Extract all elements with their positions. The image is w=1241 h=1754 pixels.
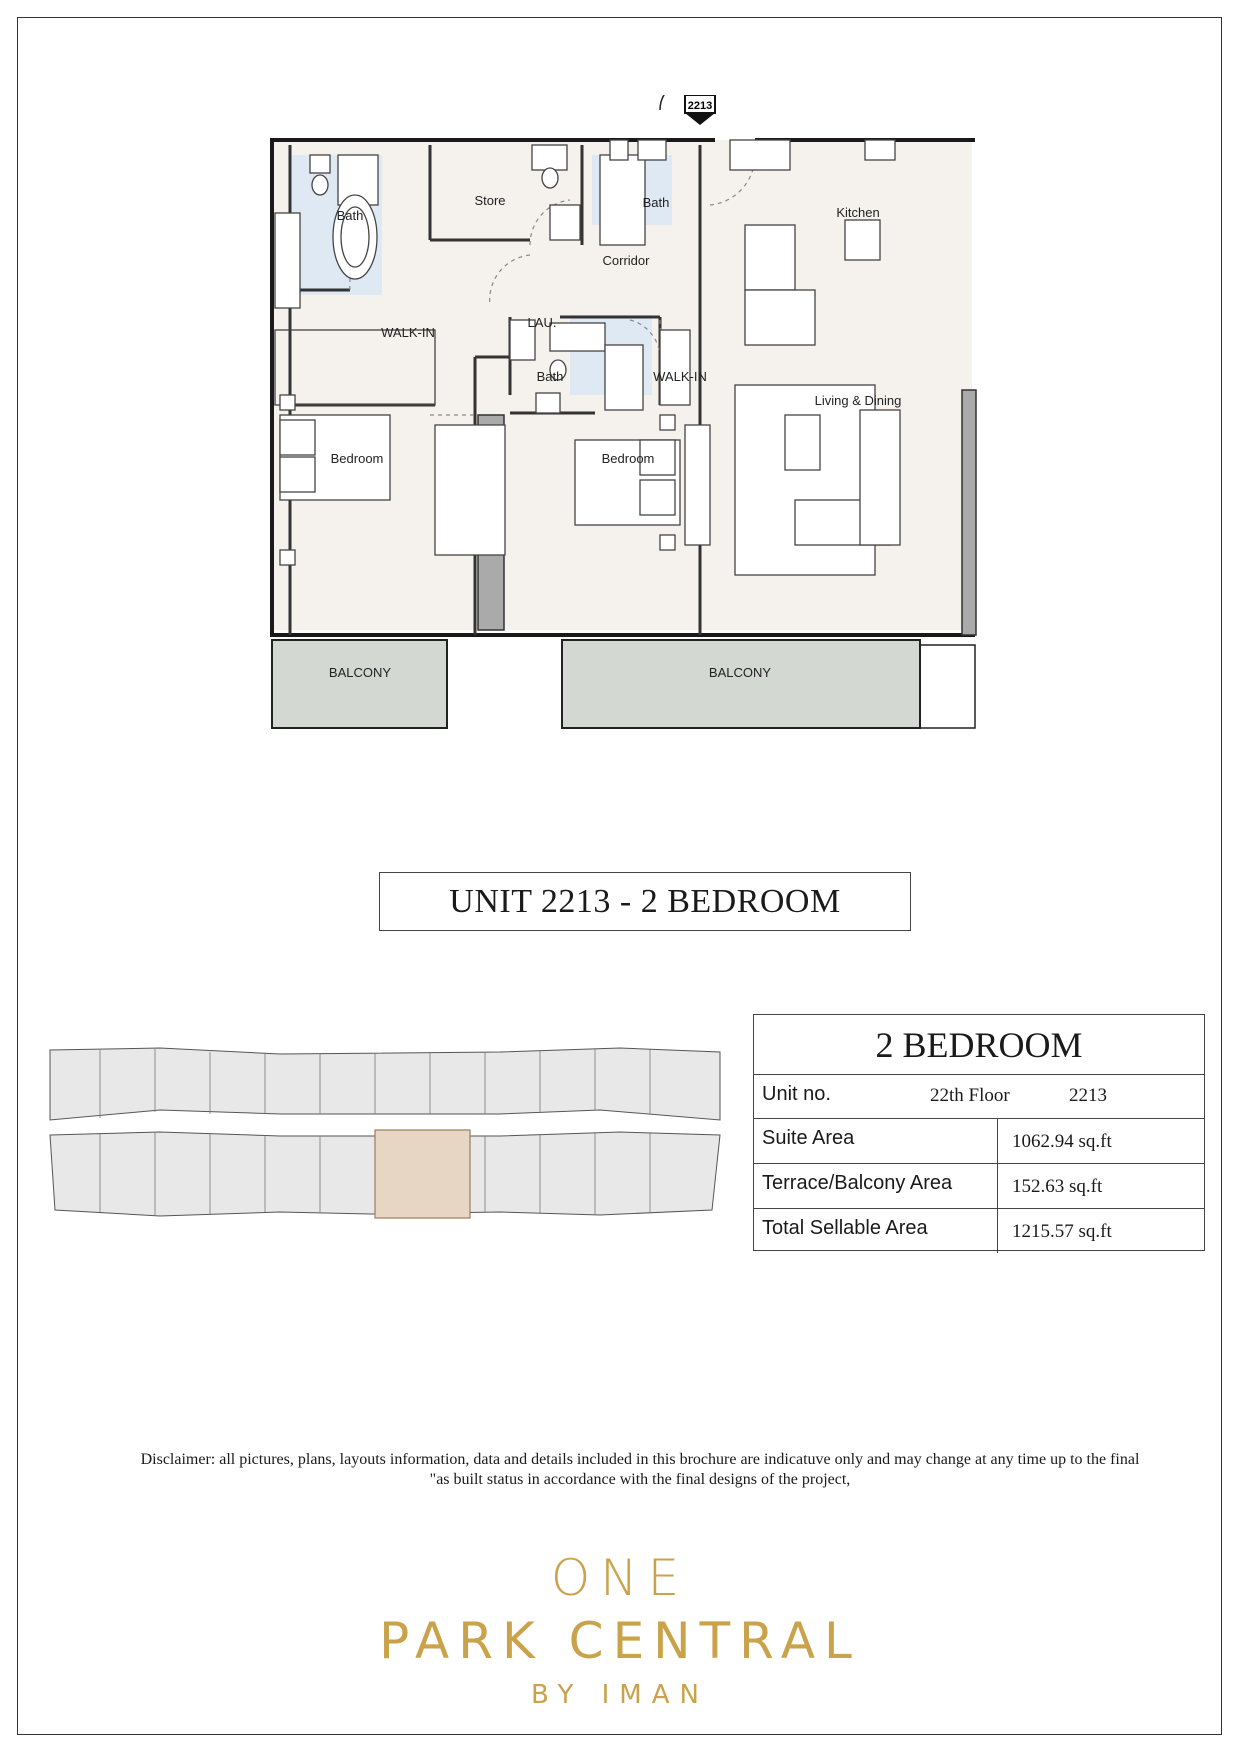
- row-label: Suite Area: [754, 1119, 998, 1163]
- room-label-corridor: Corridor: [602, 253, 650, 268]
- room-label-bath-1: Bath: [336, 208, 364, 223]
- room-label-balcony-2: BALCONY: [708, 665, 772, 680]
- room-label-bedroom-1: Bedroom: [330, 451, 384, 466]
- floor-plan: [260, 95, 990, 735]
- unit-tag: 2213: [687, 100, 713, 112]
- row-label: Terrace/Balcony Area: [754, 1164, 998, 1208]
- disclaimer-line-1: Disclaimer: all pictures, plans, layouts information, data and details included in this brochure are indicatuve only and may change at any time up to the final: [140, 1451, 1140, 1468]
- row-value: 1215.57 sq.ft: [1012, 1221, 1112, 1242]
- disclaimer: [60, 1450, 1220, 1490]
- unit-title-box: [379, 872, 911, 931]
- room-label-bath-2: Bath: [642, 195, 670, 210]
- logo-line-2: PARK CENTRAL: [379, 1612, 861, 1670]
- room-label-bedroom-2: Bedroom: [601, 451, 655, 466]
- floor-value: 22th Floor: [930, 1085, 1010, 1106]
- room-label-living-dining: Living & Dining: [814, 393, 902, 408]
- row-value: 1062.94 sq.ft: [1012, 1131, 1112, 1152]
- logo-line-1: ONE: [550, 1549, 690, 1607]
- unit-title: UNIT 2213 - 2 BEDROOM: [449, 882, 841, 920]
- room-label-lau: LAU.: [527, 315, 557, 330]
- unit-no-value: 2213: [1069, 1085, 1107, 1106]
- unit-no-label: Unit no.: [762, 1083, 831, 1105]
- brand-logo: [360, 1535, 880, 1715]
- room-label-bath-3: Bath: [536, 369, 564, 384]
- disclaimer-line-2: "as built status in accordance with the final designs of the project,: [429, 1471, 851, 1488]
- table-row: [754, 1209, 1204, 1253]
- row-label: Total Sellable Area: [754, 1209, 998, 1253]
- logo-line-3: BY IMAN: [531, 1680, 709, 1710]
- row-value: 152.63 sq.ft: [1012, 1176, 1103, 1197]
- info-header: 2 BEDROOM: [754, 1015, 1204, 1075]
- room-label-balcony-1: BALCONY: [328, 665, 392, 680]
- room-label-walkin-2: WALK-IN: [653, 369, 707, 384]
- unit-info-table: [753, 1014, 1205, 1251]
- key-plan: [40, 1040, 730, 1230]
- table-row: [754, 1164, 1204, 1209]
- room-label-kitchen: Kitchen: [836, 205, 880, 220]
- room-label-store: Store: [474, 193, 506, 208]
- room-label-walkin-1: WALK-IN: [381, 325, 435, 340]
- table-row: [754, 1119, 1204, 1164]
- unit-number-row: [754, 1075, 1204, 1119]
